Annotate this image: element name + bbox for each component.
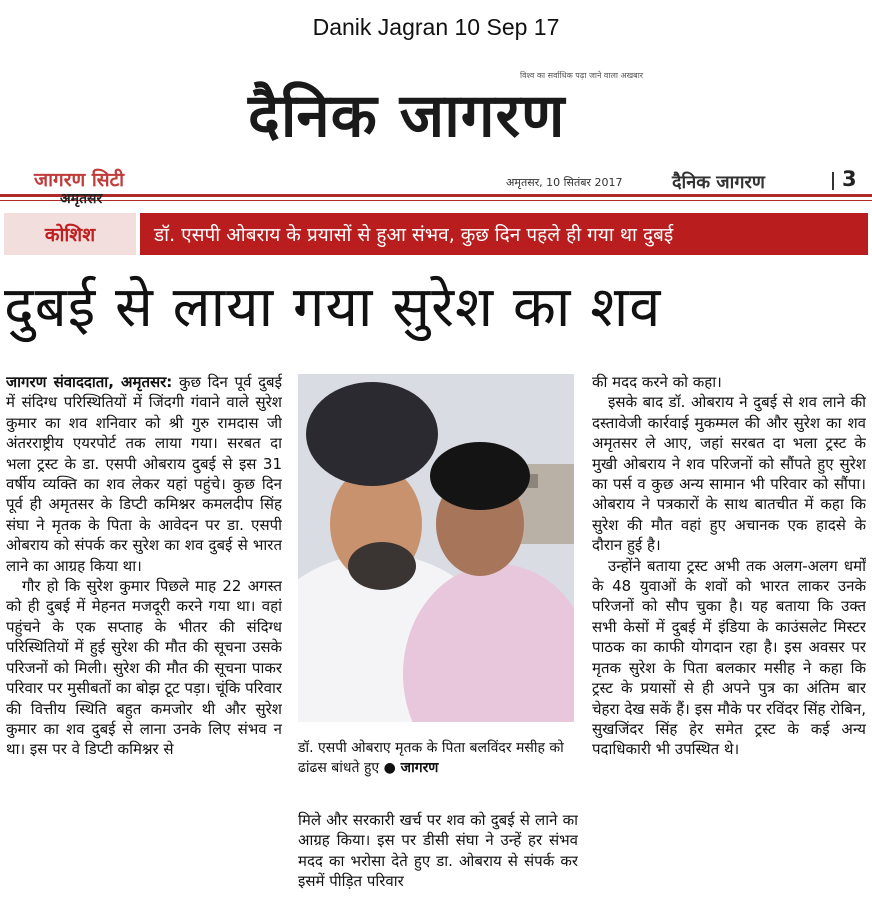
page-separator (832, 172, 834, 190)
article-paragraph: उन्होंने बताया ट्रस्ट अभी तक अलग-अलग धर्मों के 48 युवाओं के शवों को भारत लाकर उनके परिजनों को सौप चुका है। यह बताया कि उक्त सभी केसों में दुबई में इंडिया के काउंसलेट मिस्टर पाठक का काफी योगदान रहा है। इस अवसर पर मृतक सुरेश के पिता बलकार मसीह ने कहा कि ट्रस्ट के प्रयासों से ही अपने पुत्र का अंतिम बार चेहरा देख सकें हैं। इस मौके पर रविंदर सिंह रोबिन, सुखजिंदर सिंह हेर समेत ट्रस्ट के कई अन्य पदाधिकारी भी उपस्थित थे। (592, 556, 866, 759)
kicker-row (4, 213, 868, 255)
photo-beard (348, 542, 416, 590)
article-paragraph: मिले और सरकारी खर्च पर शव को दुबई से लाने का आग्रह किया। इस पर डीसी संघा ने उन्हें हर संभव मदद का भरोसा देते हुए डा. ओबराय से संपर्क कर इसमें पीड़ित परिवार (298, 811, 578, 891)
article-column-1 (6, 372, 282, 900)
section-city: अमृतसर (60, 191, 103, 207)
photo-caption (298, 738, 578, 778)
photo-credit: ● जागरण (383, 760, 439, 776)
article-column-3 (592, 372, 866, 900)
kicker-label: कोशिश (4, 213, 136, 255)
city-section-banner (0, 167, 872, 211)
clipping-caption: Danik Jagran 10 Sep 17 (312, 14, 560, 40)
section-name: जागरण सिटी (34, 169, 125, 191)
page-paper-name: दैनिक जागरण (672, 172, 765, 193)
kicker-subheadline: डॉ. एसपी ओबराय के प्रयासों से हुआ संभव, कुछ दिन पहले ही गया था दुबई (140, 213, 868, 255)
banner-rule (0, 194, 872, 197)
page-number: 3 (842, 167, 857, 191)
banner-rule-thin (0, 200, 872, 201)
news-photo (298, 374, 574, 722)
article-column-2 (298, 810, 578, 900)
photo-turban (306, 382, 438, 486)
article-paragraph: की मदद करने को कहा। (592, 373, 722, 391)
caption-text: डॉ. एसपी ओबराए मृतक के पिता बलविंदर मसीह को ढांढस बांधते हुए (298, 740, 564, 776)
article-paragraph: गौर हो कि सुरेश कुमार पिछले माह 22 अगस्त को ही दुबई में मेहनत मजदूरी करने गया था। वहां पहुंचने के एक सप्ताह के भीतर की संदिग्ध परिस्थितियों में हुई सुरेश की मौत की सूचना उसके परिजनों को मिली। सुरेश की मौत की सूचना पाकर परिवार पर मुसीबतों का बोझ टूट पड़ा। चूंकि परिवार की वित्तीय स्थिति बहुत कमजोर थी और सुरेश कुमार का शव दुबई से लाना उनके लिए संभव न था। इस पर वे डिप्टी कमिश्नर से (6, 577, 282, 759)
paragraph-text: कुछ दिन पूर्व दुबई में संदिग्ध परिस्थितियों में जिंदगी गंवाने वाले सुरेश कुमार का शव शनिवार को श्री गुरु रामदास जी अंतरराष्ट्रीय एयरपोर्ट तक लाया गया। सरबत दा भला ट्रस्ट के डा. एसपी ओबराय दुबई से इस 31 वर्षीय व्यक्ति का शव लेकर यहां पहुंचे। कुछ दिन पूर्व ही अमृतसर के डिप्टी कमिश्नर कमलदीप सिंह संघा ने मृतक के पिता के आवेदन पर डा. एसपी ओबराय को संपर्क कर सुरेश का शव दुबई से भारत लाने का आग्रह किया था। (6, 373, 282, 575)
photo-illustration (298, 374, 574, 722)
article-paragraph (6, 372, 282, 576)
masthead-tagline: विश्व का सर्वाधिक पढ़ा जाने वाला अखबार (520, 71, 644, 80)
headline: दुबई से लाया गया सुरेश का शव (4, 275, 662, 340)
page-date: अमृतसर, 10 सितंबर 2017 (506, 176, 623, 189)
newspaper-masthead: दैनिक जागरण (248, 81, 566, 151)
photo-hair (430, 442, 530, 510)
byline: जागरण संवाददाता, अमृतसर: (6, 373, 173, 391)
article-paragraph: इसके बाद डॉ. ओबराय ने दुबई से शव लाने की दस्तावेजी कार्रवाई मुकम्मल की और सुरेश का शव अमृतसर ले आए, जहां सरबत दा भला ट्रस्ट के मुखी ओबराय ने शव परिजनों को सौंपते हुए सुरेश का पर्स व कुछ अन्य सामान भी परिवार को सौंपा। ओबराय ने पत्रकारों के साथ बातचीत में कहा कि सुरेश की मौत वहां हुए अचानक एक हादसे के दौरान हुई है। (592, 393, 866, 555)
